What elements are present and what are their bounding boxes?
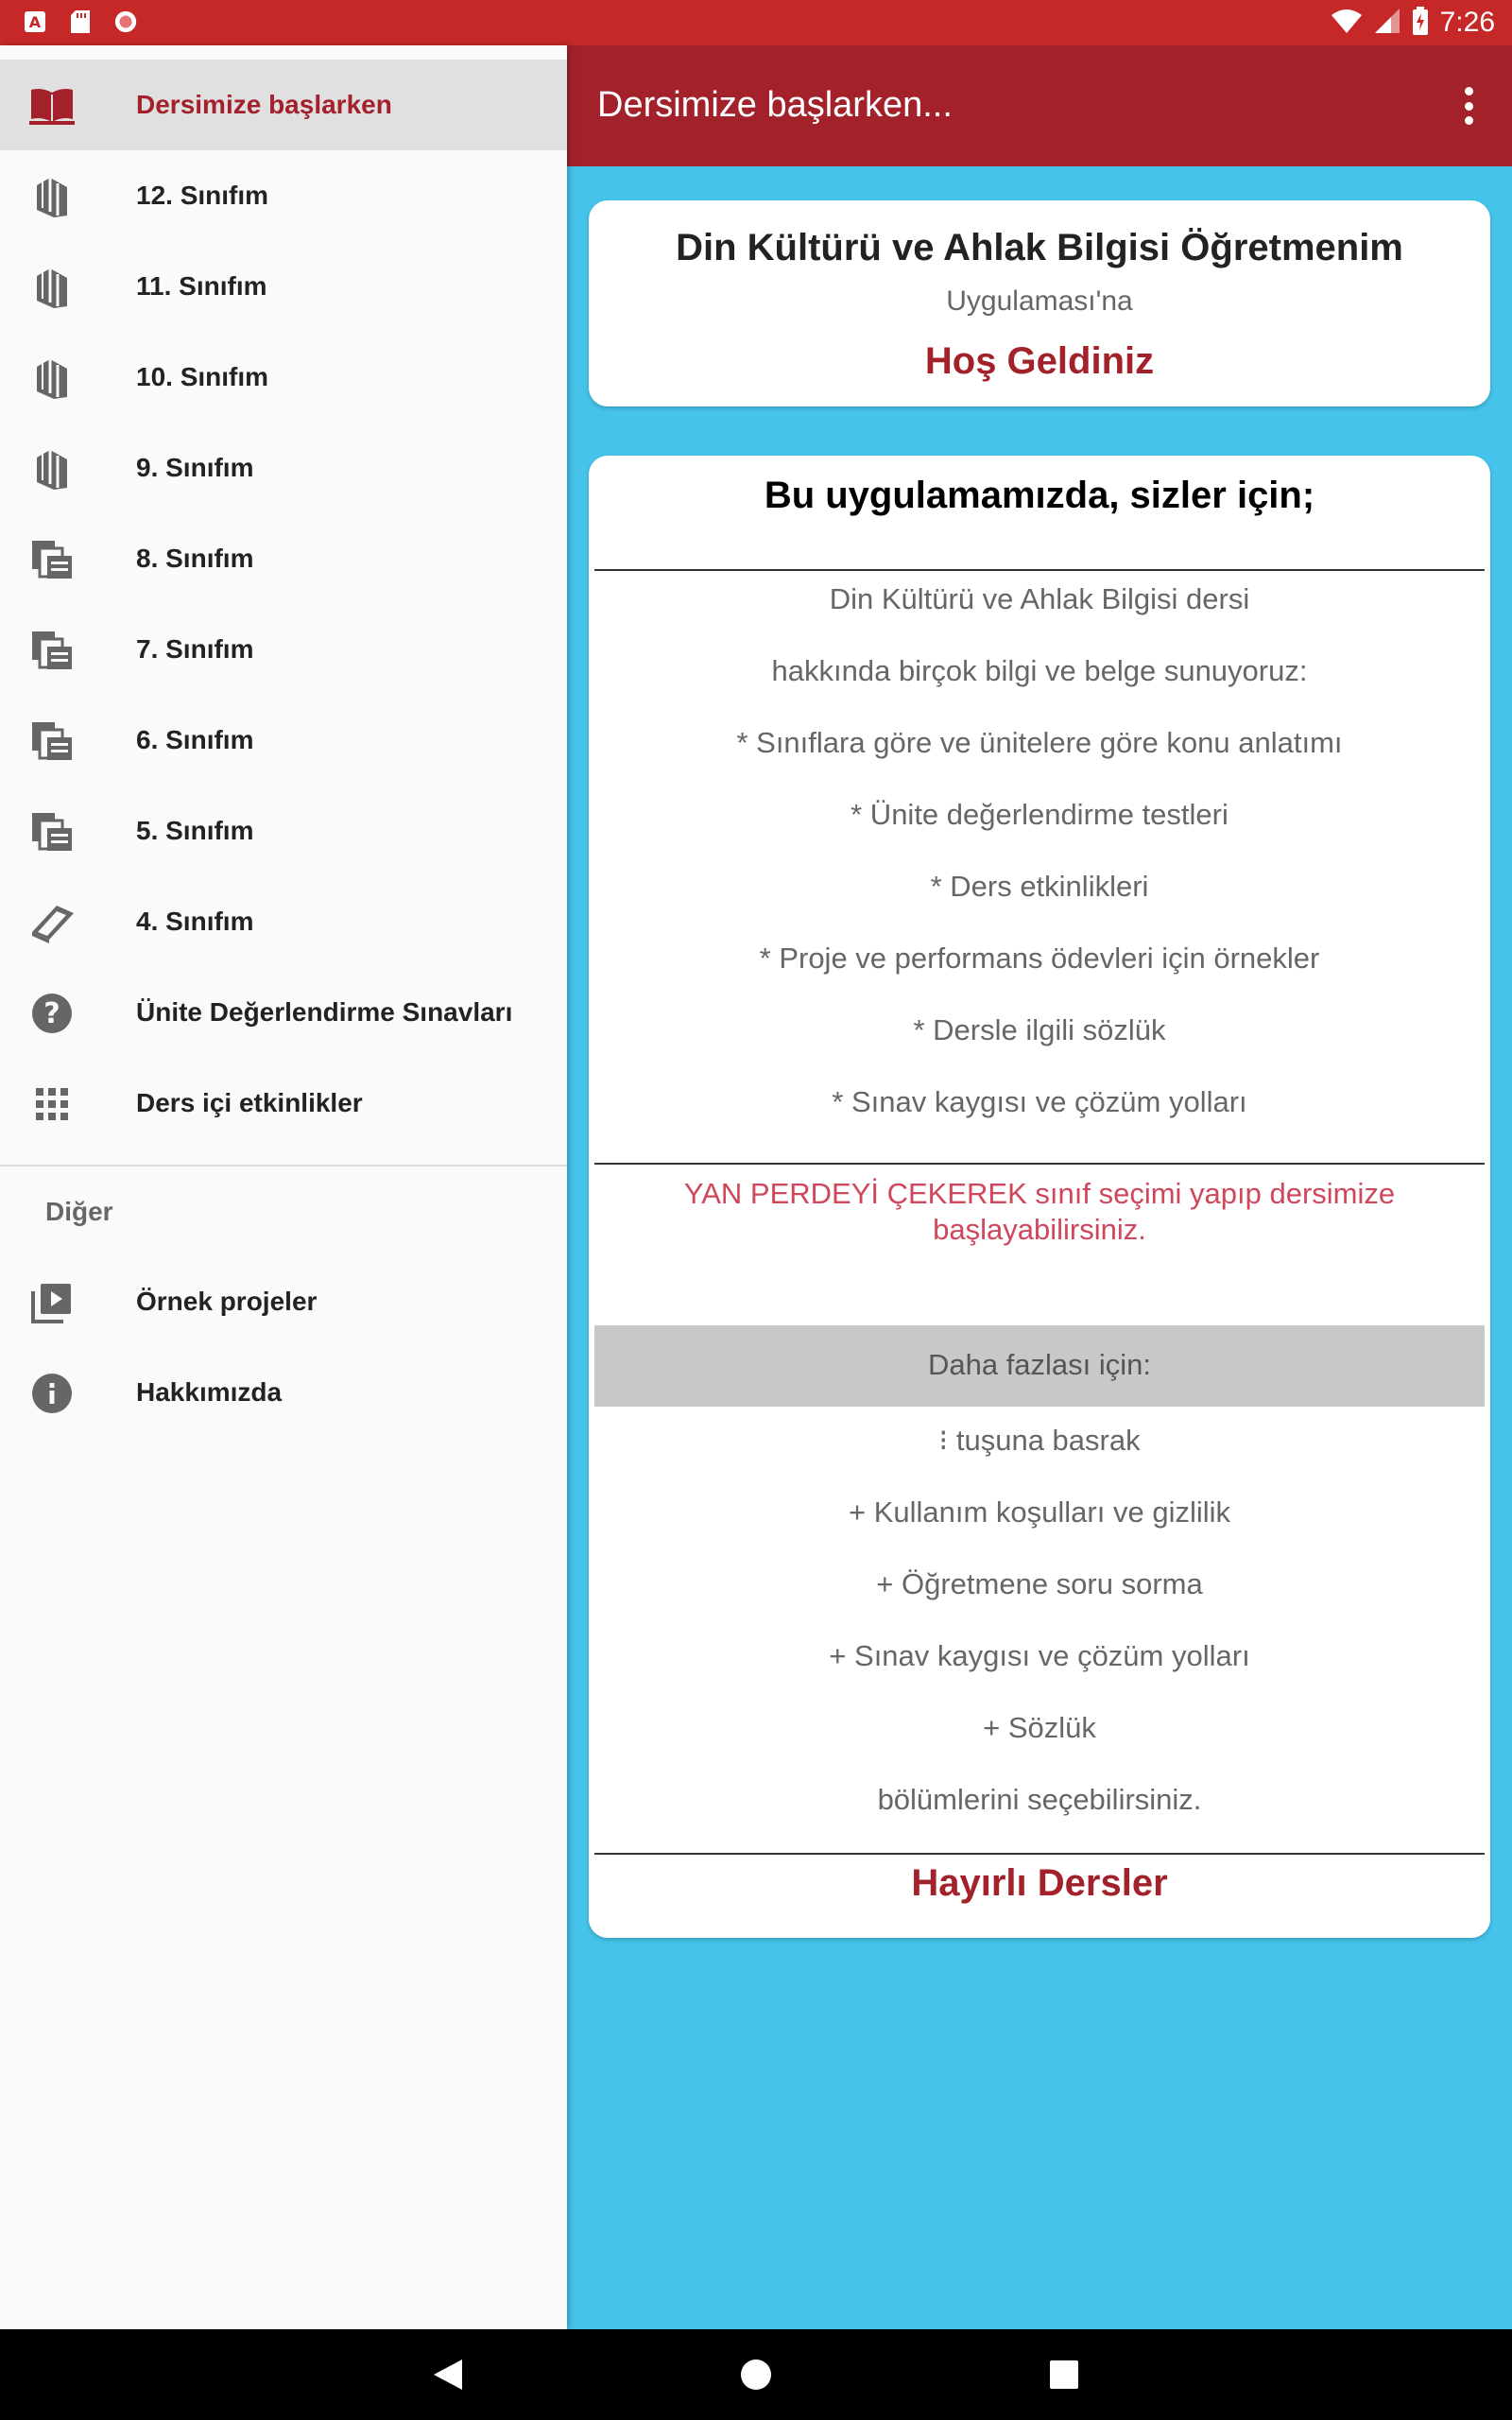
library-icon xyxy=(28,536,76,583)
recents-button[interactable] xyxy=(1043,2354,1085,2395)
signal-icon xyxy=(1374,8,1400,39)
drawer-item-label: 10. Sınıfım xyxy=(136,362,269,391)
help-circle-icon xyxy=(28,990,76,1037)
drawer-item-ders-ici-etkinlikler[interactable] xyxy=(0,1058,567,1149)
drawer-item-8-sinifim[interactable] xyxy=(0,513,567,604)
welcome-subtitle: Uygulaması'na xyxy=(946,285,1133,317)
grid-icon xyxy=(28,1080,76,1128)
more-line: + Sözlük xyxy=(983,1711,1096,1744)
book-icon xyxy=(28,899,76,946)
info-heading: Bu uygulamamızda, sizler için; xyxy=(764,475,1315,516)
drawer-item-7-sinifim[interactable] xyxy=(0,604,567,695)
sd-card-icon xyxy=(68,8,93,36)
wifi-icon xyxy=(1331,8,1363,39)
info-line: hakkında birçok bilgi ve belge sunuyoruz: xyxy=(771,654,1308,687)
welcome-card xyxy=(589,200,1490,406)
drawer-item-label: 11. Sınıfım xyxy=(136,271,267,301)
svg-text:?: ? xyxy=(43,997,60,1030)
drawer-item-label: Ünite Değerlendirme Sınavları xyxy=(136,997,513,1027)
more-line: bölümlerini seçebilirsiniz. xyxy=(877,1783,1202,1816)
drawer-item-label: 6. Sınıfım xyxy=(136,725,254,754)
record-icon xyxy=(113,8,138,36)
info-line: Din Kültürü ve Ahlak Bilgisi dersi xyxy=(829,582,1250,615)
drawer-item-dersimize-baslarken[interactable] xyxy=(0,60,567,150)
home-button[interactable] xyxy=(735,2354,777,2395)
drawer-item-4-sinifim[interactable] xyxy=(0,876,567,967)
welcome-text: Hoş Geldiniz xyxy=(924,340,1155,382)
drawer-item-unite-degerlendirme[interactable] xyxy=(0,967,567,1058)
drawer-item-label: Dersimize başlarken xyxy=(136,90,392,119)
more-info-label: Daha fazlası için: xyxy=(927,1348,1152,1381)
video-library-icon xyxy=(28,1279,76,1326)
status-time: 7:26 xyxy=(1439,7,1495,38)
drawer-item-label: Örnek projeler xyxy=(136,1287,318,1316)
more-info-band xyxy=(594,1325,1485,1407)
info-line: * Sınıflara göre ve ünitelere göre konu anlatımı xyxy=(736,726,1343,759)
drawer-item-label: 9. Sınıfım xyxy=(136,453,254,482)
overflow-dot-icon xyxy=(1465,87,1473,95)
drawer-item-label: Ders içi etkinlikler xyxy=(136,1088,363,1117)
closing-text: Hayırlı Dersler xyxy=(911,1862,1168,1904)
status-bar xyxy=(0,0,1512,45)
drawer-item-label: Hakkımızda xyxy=(136,1377,283,1407)
drawer-item-ornek-projeler[interactable] xyxy=(0,1256,567,1347)
library-icon xyxy=(28,808,76,856)
books-icon xyxy=(28,264,76,311)
drawer-item-hakkimizda[interactable] xyxy=(0,1347,567,1438)
drawer-divider xyxy=(0,1165,567,1167)
overflow-menu-button[interactable] xyxy=(1463,87,1474,125)
drawer-hint-text: YAN PERDEYİ ÇEKEREK sınıf seçimi yapıp dersimize başlayabilirsiniz. xyxy=(683,1177,1396,1246)
library-icon xyxy=(28,717,76,765)
drawer-section-label: Diğer xyxy=(45,1197,113,1226)
drawer-item-5-sinifim[interactable] xyxy=(0,786,567,876)
drawer-item-label: 7. Sınıfım xyxy=(136,634,254,664)
more-line: ⁝ tuşuna basrak xyxy=(938,1424,1141,1457)
drawer-item-6-sinifim[interactable] xyxy=(0,695,567,786)
navigation-drawer[interactable] xyxy=(0,45,567,2329)
drawer-item-9-sinifim[interactable] xyxy=(0,423,567,513)
drawer-item-label: 12. Sınıfım xyxy=(136,181,269,210)
drawer-item-11-sinifim[interactable] xyxy=(0,241,567,332)
info-line: * Proje ve performans ödevleri için örnekler xyxy=(759,942,1320,975)
more-line: + Kullanım koşulları ve gizlilik xyxy=(848,1495,1230,1529)
books-icon xyxy=(28,173,76,220)
info-icon xyxy=(28,1370,76,1417)
info-line: * Ünite değerlendirme testleri xyxy=(850,798,1228,831)
open-book-icon xyxy=(28,82,76,130)
info-line: * Sınav kaygısı ve çözüm yolları xyxy=(832,1085,1247,1118)
info-card xyxy=(589,456,1490,1938)
welcome-title: Din Kültürü ve Ahlak Bilgisi Öğretmenim xyxy=(676,227,1403,268)
overflow-dot-icon xyxy=(1465,116,1473,125)
more-line: + Öğretmene soru sorma xyxy=(876,1567,1203,1600)
drawer-item-label: 4. Sınıfım xyxy=(136,907,254,936)
app-bar xyxy=(567,45,1512,166)
more-line: + Sınav kaygısı ve çözüm yolları xyxy=(829,1639,1250,1672)
app-title: Dersimize başlarken... xyxy=(597,85,953,125)
battery-charging-icon xyxy=(1412,7,1429,40)
books-icon xyxy=(28,354,76,402)
main-content[interactable] xyxy=(567,166,1512,2329)
library-icon xyxy=(28,627,76,674)
back-button[interactable] xyxy=(427,2354,469,2395)
divider xyxy=(594,569,1485,571)
drawer-item-label: 8. Sınıfım xyxy=(136,544,254,573)
divider xyxy=(594,1853,1485,1855)
divider xyxy=(594,1163,1485,1165)
drawer-item-10-sinifim[interactable] xyxy=(0,332,567,423)
info-line: * Ders etkinlikleri xyxy=(930,870,1149,903)
overflow-dot-icon xyxy=(1465,102,1473,111)
svg-text:A: A xyxy=(28,13,42,31)
books-icon xyxy=(28,445,76,493)
drawer-item-12-sinifim[interactable] xyxy=(0,150,567,241)
app-notification-icon xyxy=(23,8,47,36)
drawer-item-label: 5. Sınıfım xyxy=(136,816,254,845)
system-navigation-bar xyxy=(0,2329,1512,2420)
info-line: * Dersle ilgili sözlük xyxy=(913,1013,1166,1046)
